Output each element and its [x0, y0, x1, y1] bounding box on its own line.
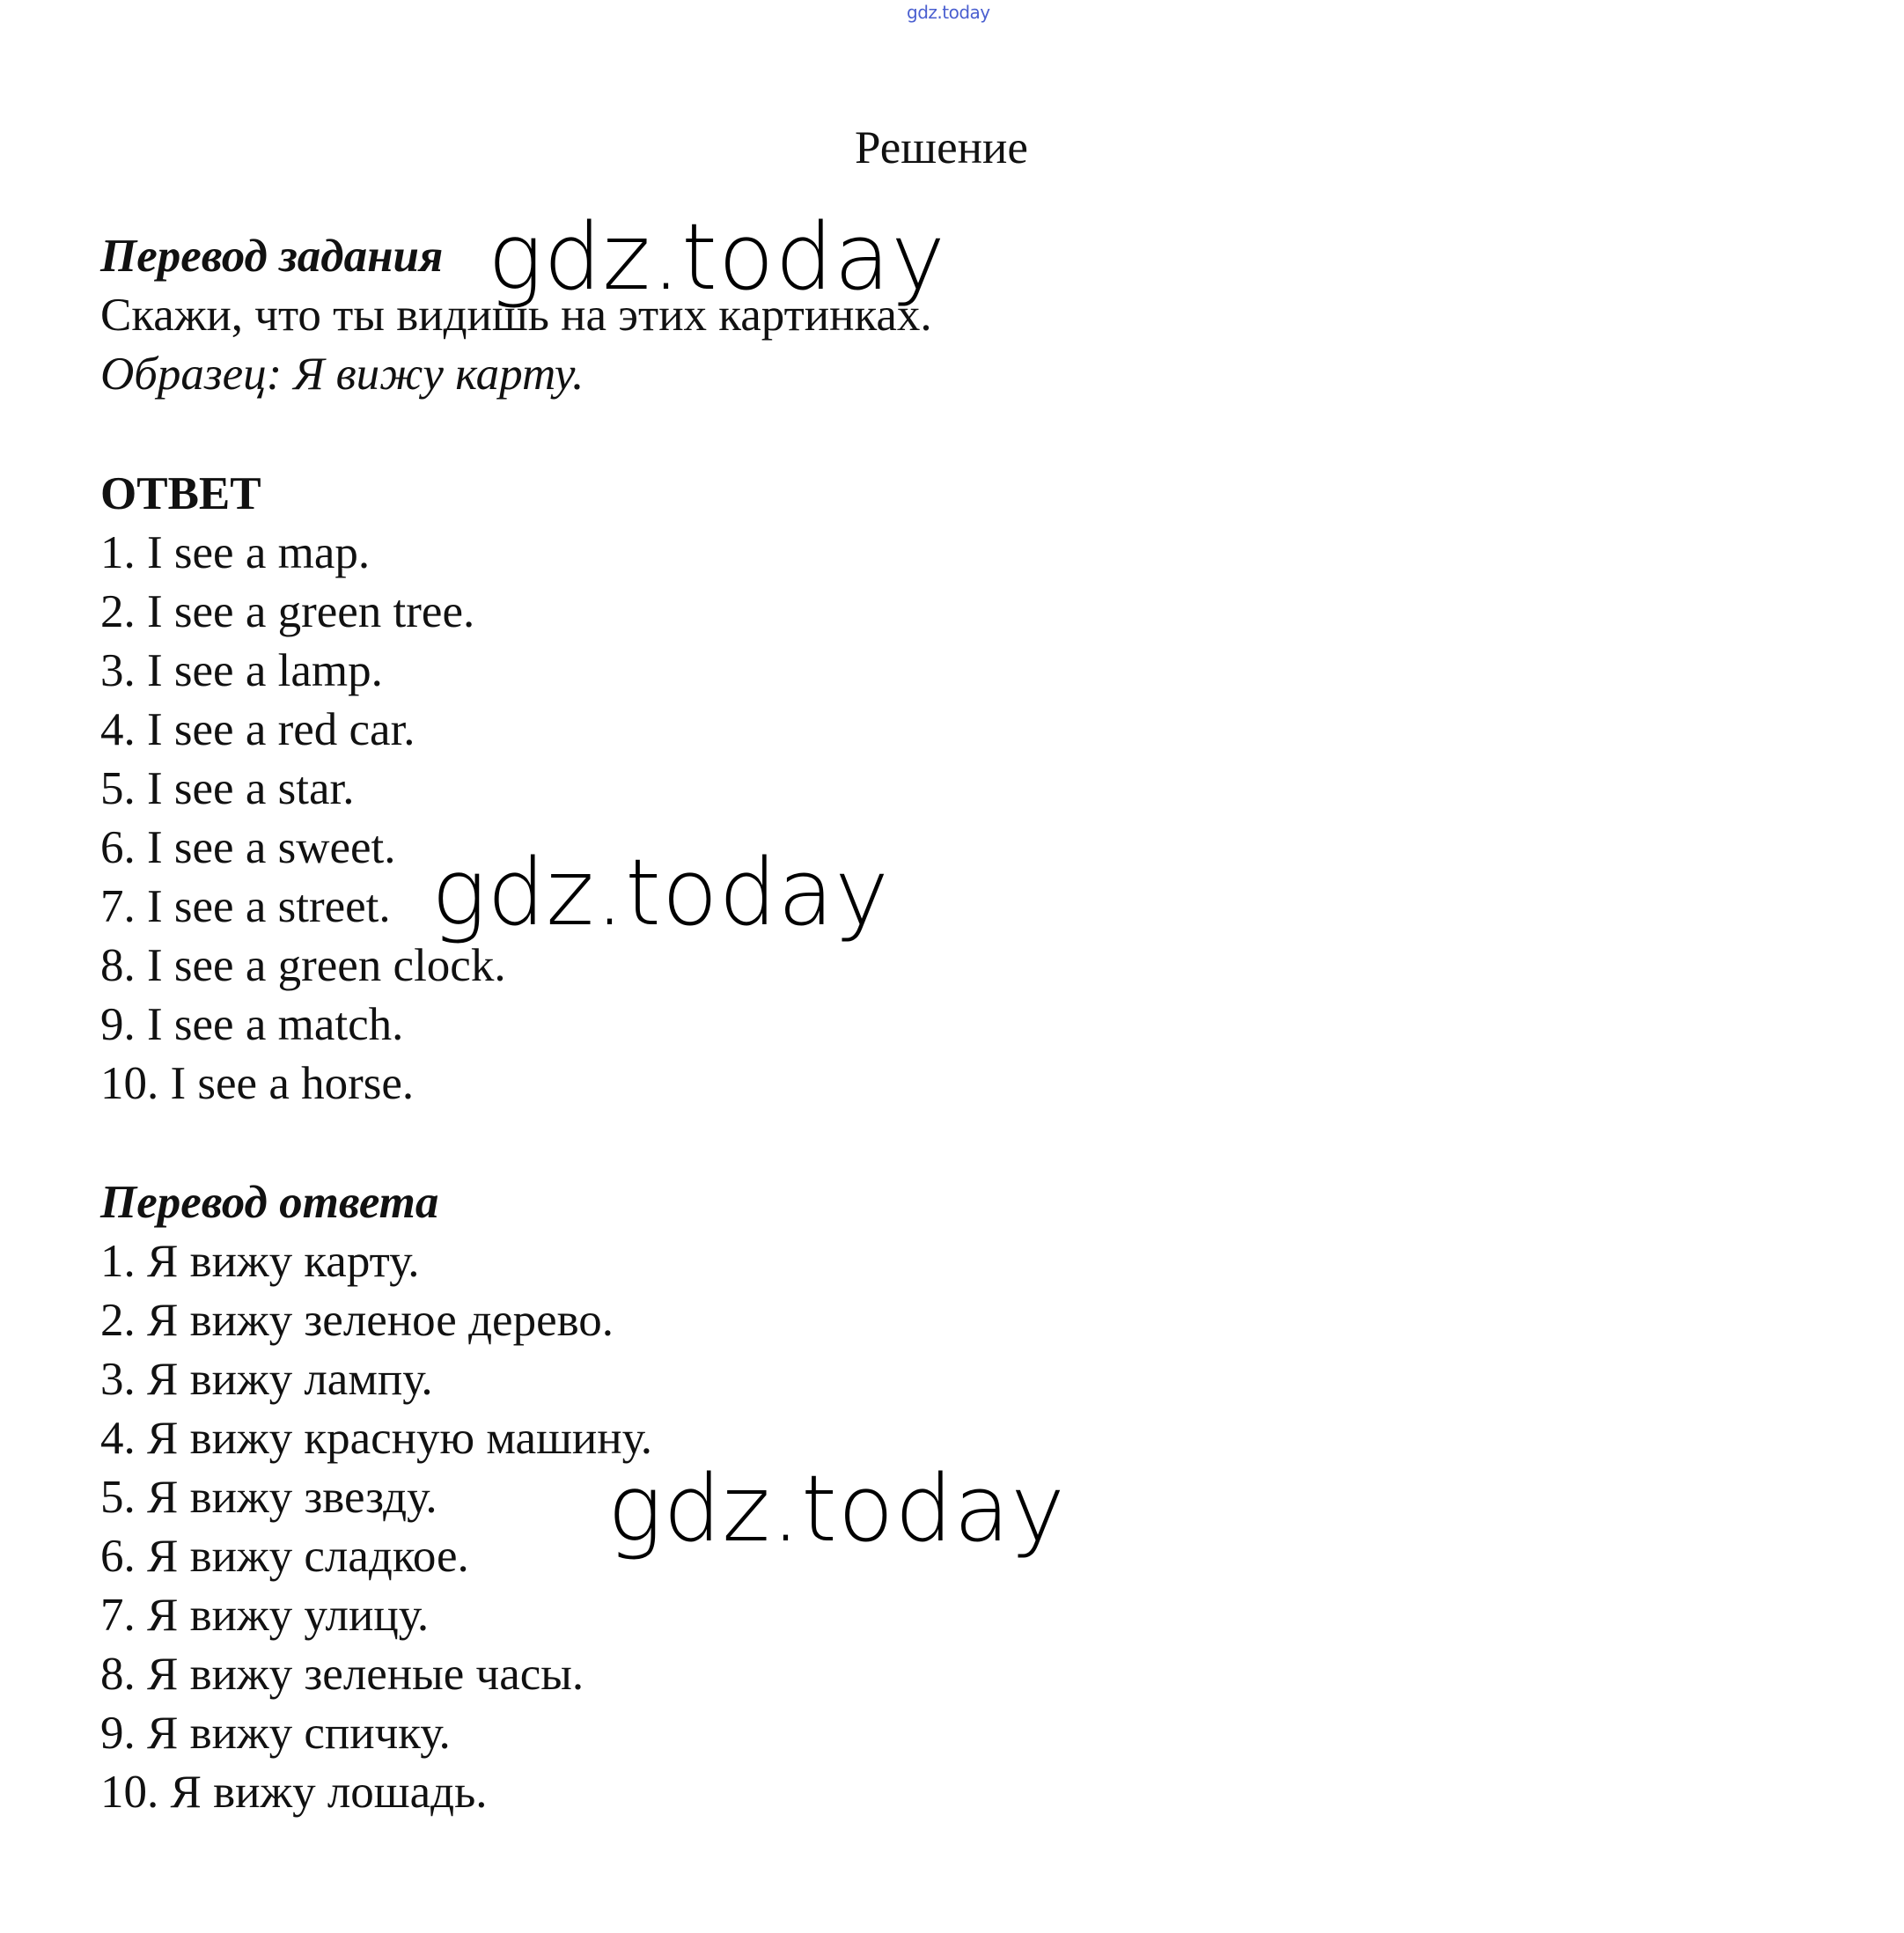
- answer-item: 10. I see a horse.: [100, 1058, 415, 1109]
- translation-item: 4. Я вижу красную машину.: [100, 1413, 653, 1464]
- task-example: Образец: Я вижу карту.: [100, 349, 584, 400]
- task-instruction: Скажи, что ты видишь на этих картинках.: [100, 290, 932, 341]
- answer-item: 1. I see a map.: [100, 527, 371, 578]
- translation-item: 7. Я вижу улицу.: [100, 1590, 430, 1641]
- translation-item: 5. Я вижу звезду.: [100, 1472, 437, 1523]
- watermark: gdz.today: [488, 203, 946, 311]
- answer-item: 5. I see a star.: [100, 763, 355, 814]
- watermark: gdz.today: [431, 839, 890, 946]
- answer-item: 9. I see a match.: [100, 999, 404, 1050]
- answer-item: 7. I see a street.: [100, 881, 391, 932]
- translation-item: 3. Я вижу лампу.: [100, 1354, 433, 1405]
- task-title: Перевод задания: [100, 231, 444, 282]
- answer-item: 8. I see a green clock.: [100, 940, 506, 991]
- translation-item: 9. Я вижу спичку.: [100, 1708, 451, 1759]
- translation-item: 8. Я вижу зеленые часы.: [100, 1649, 584, 1700]
- page-title: Решение: [855, 122, 1028, 173]
- answer-item: 6. I see a sweet.: [100, 822, 396, 873]
- answer-title: ОТВЕТ: [100, 468, 261, 519]
- translation-item: 6. Я вижу сладкое.: [100, 1531, 469, 1582]
- top-watermark: gdz.today: [907, 2, 990, 23]
- translation-title: Перевод ответа: [100, 1177, 439, 1228]
- translation-item: 10. Я вижу лошадь.: [100, 1767, 488, 1818]
- translation-item: 1. Я вижу карту.: [100, 1236, 420, 1287]
- watermark: gdz.today: [607, 1455, 1066, 1562]
- answer-item: 4. I see a red car.: [100, 704, 415, 755]
- answer-section: [100, 465, 506, 1113]
- answer-item: 3. I see a lamp.: [100, 645, 383, 696]
- translation-section: [100, 1173, 652, 1822]
- answer-item: 2. I see a green tree.: [100, 586, 475, 637]
- translation-item: 2. Я вижу зеленое дерево.: [100, 1295, 614, 1346]
